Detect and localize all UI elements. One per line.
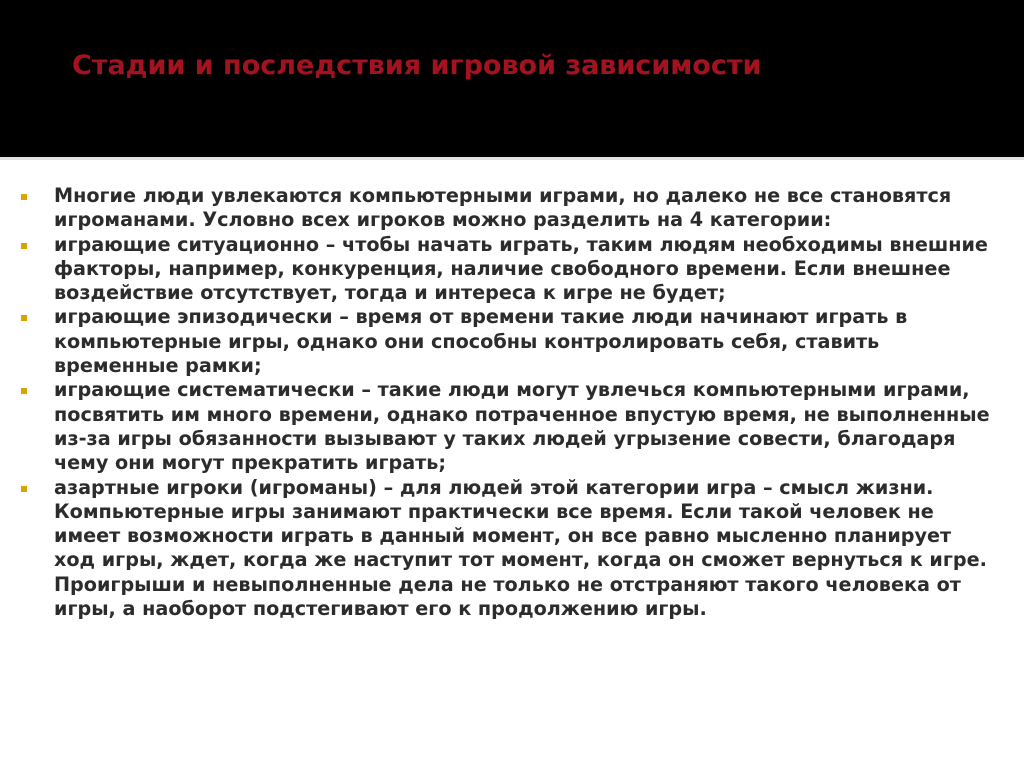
bullet-item-systematic bbox=[16, 378, 996, 475]
bullet-list bbox=[16, 184, 996, 621]
bullet-item-situational bbox=[16, 233, 996, 306]
bullet-item-intro bbox=[16, 184, 996, 233]
bullet-text: Многие люди увлекаются компьютерными играми, но далеко не все становятся игроманами. Условно всех игроков можно разделить на 4 категории: bbox=[54, 184, 952, 232]
square-bullet-icon bbox=[21, 315, 27, 321]
slide-title: Стадии и последствия игровой зависимости bbox=[72, 50, 762, 81]
bullet-text: играющие ситуационно – чтобы начать играть, таким людям необходимы внешние факторы, например, конкуренция, наличие свободного времени. Если внешнее воздействие отсутствует, тогда и интереса к игре не будет; bbox=[54, 232, 988, 305]
square-bullet-icon bbox=[21, 194, 27, 200]
slide-header bbox=[0, 0, 1024, 157]
square-bullet-icon bbox=[21, 486, 27, 492]
bullet-item-episodic bbox=[16, 305, 996, 378]
bullet-item-gamblers bbox=[16, 476, 996, 622]
bullet-text: играющие систематически – такие люди могут увлечься компьютерными играми, посвятить им много времени, однако потраченное впустую время, не выполненные из-за игры обязанности вызывают у таких людей угрызение совести, благодаря чему они могут прекратить играть; bbox=[54, 378, 990, 475]
bullet-text: азартные игроки (игроманы) – для людей этой категории игра – смысл жизни. Компьютерные игры занимают практически все время. Если такой человек не имеет возможности играть в данный момент, он все равно мысленно планирует ход игры, ждет, когда же наступит тот момент, когда он сможет вернуться к игре. Проигрыши и невыполненные дела не только не отстраняют такого человека от игры, а наоборот подстегивают его к продолжению игры. bbox=[54, 475, 987, 621]
square-bullet-icon bbox=[21, 388, 27, 394]
square-bullet-icon bbox=[21, 243, 27, 249]
bullet-text: играющие эпизодически – время от времени такие люди начинают играть в компьютерные игры, однако они способны контролировать себя, ставить временные рамки; bbox=[54, 305, 908, 378]
slide-content bbox=[0, 157, 1024, 767]
